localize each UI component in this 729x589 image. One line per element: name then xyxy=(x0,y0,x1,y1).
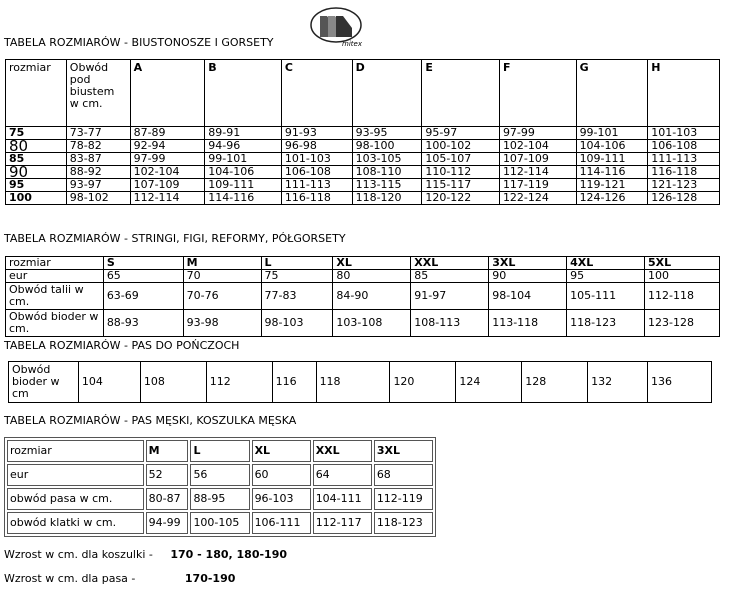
table-cell: 120-122 xyxy=(422,192,500,205)
table-cell: 128 xyxy=(522,362,588,403)
header-cell: B xyxy=(205,60,282,127)
table-cell: 88-95 xyxy=(190,488,249,510)
shirt-height-line xyxy=(4,548,287,561)
table-cell: 97-99 xyxy=(130,153,205,166)
row-label: obwód pasa w cm. xyxy=(7,488,144,510)
logo-text: mitex xyxy=(342,40,362,47)
table-cell: 123-128 xyxy=(645,310,720,337)
table-cell: 108 xyxy=(140,362,206,403)
table-cell: 97-99 xyxy=(499,127,576,140)
table-cell: 87-89 xyxy=(130,127,205,140)
header-cell: S xyxy=(103,257,183,270)
size-label: 80 xyxy=(6,140,67,153)
bra-size-table xyxy=(5,59,720,205)
table-cell: 102-104 xyxy=(499,140,576,153)
row-label: obwód klatki w cm. xyxy=(7,512,144,534)
table-cell: 98-100 xyxy=(352,140,422,153)
table-row xyxy=(6,166,720,179)
header-cell: rozmiar xyxy=(6,60,67,127)
row-label: eur xyxy=(7,464,144,486)
table-cell: 88-93 xyxy=(103,310,183,337)
table-cell: 113-118 xyxy=(489,310,567,337)
table-row xyxy=(6,192,720,205)
table-cell: 70-76 xyxy=(183,283,261,310)
table-cell: 90 xyxy=(489,270,567,283)
table-cell: 118-123 xyxy=(567,310,645,337)
table-cell: 115-117 xyxy=(422,179,500,192)
table-cell: 104-111 xyxy=(313,488,372,510)
header-cell: XL xyxy=(333,257,411,270)
header-cell: 5XL xyxy=(645,257,720,270)
table-cell: 77-83 xyxy=(261,283,333,310)
section4-title: TABELA ROZMIARÓW - PAS MĘSKI, KOSZULKA MĘSKA xyxy=(4,414,297,427)
table-cell: 99-101 xyxy=(205,153,282,166)
table-cell: 104-106 xyxy=(576,140,648,153)
table-cell: 98-102 xyxy=(66,192,130,205)
header-cell: F xyxy=(499,60,576,127)
header-cell: L xyxy=(261,257,333,270)
table-cell: 65 xyxy=(103,270,183,283)
header-cell: M xyxy=(183,257,261,270)
table-cell: 118-123 xyxy=(374,512,433,534)
table-cell: 64 xyxy=(313,464,372,486)
table-cell: 73-77 xyxy=(66,127,130,140)
header-cell: A xyxy=(130,60,205,127)
table-cell: 84-90 xyxy=(333,283,411,310)
section1-title: TABELA ROZMIARÓW - BIUSTONOSZE I GORSETY xyxy=(4,36,274,49)
header-cell: 4XL xyxy=(567,257,645,270)
header-cell: rozmiar xyxy=(6,257,104,270)
table-cell: 91-97 xyxy=(411,283,489,310)
table-cell: 80 xyxy=(333,270,411,283)
table-cell: 111-113 xyxy=(648,153,720,166)
shirt-height-value: 170 - 180, 180-190 xyxy=(170,548,288,561)
table-cell: 111-113 xyxy=(281,179,352,192)
size-label: 85 xyxy=(6,153,67,166)
table-cell: 109-111 xyxy=(576,153,648,166)
table-cell: 93-97 xyxy=(66,179,130,192)
table-cell: 101-103 xyxy=(648,127,720,140)
table-cell: 102-104 xyxy=(130,166,205,179)
table-row xyxy=(6,283,720,310)
table-cell: 116 xyxy=(272,362,316,403)
size-label: 75 xyxy=(6,127,67,140)
header-cell: E xyxy=(422,60,500,127)
table-cell: 112-119 xyxy=(374,488,433,510)
table-cell: 118 xyxy=(316,362,390,403)
mens-size-table xyxy=(4,437,436,537)
briefs-size-table xyxy=(5,256,720,337)
table-cell: 63-69 xyxy=(103,283,183,310)
header-cell: H xyxy=(648,60,720,127)
shirt-height-label: Wzrost w cm. dla koszulki - xyxy=(4,548,153,561)
table-row xyxy=(6,140,720,153)
table-cell: 112 xyxy=(206,362,272,403)
table-cell: 126-128 xyxy=(648,192,720,205)
table-cell: 122-124 xyxy=(499,192,576,205)
table-row xyxy=(6,179,720,192)
table-cell: 124-126 xyxy=(576,192,648,205)
table-cell: 100-102 xyxy=(422,140,500,153)
table-cell: 116-118 xyxy=(281,192,352,205)
table-cell: 105-111 xyxy=(567,283,645,310)
table-cell: 88-92 xyxy=(66,166,130,179)
table-cell: 103-108 xyxy=(333,310,411,337)
table-row xyxy=(6,127,720,140)
header-cell: D xyxy=(352,60,422,127)
header-cell: Obwód pod biustem w cm. xyxy=(66,60,130,127)
table-cell: 56 xyxy=(190,464,249,486)
table-cell: 108-110 xyxy=(352,166,422,179)
header-cell: XXL xyxy=(411,257,489,270)
header-cell: 3XL xyxy=(374,440,433,462)
table-cell: 99-101 xyxy=(576,127,648,140)
row-label: Obwód bioder w cm. xyxy=(6,310,104,337)
table-cell: 98-103 xyxy=(261,310,333,337)
section2-title: TABELA ROZMIARÓW - STRINGI, FIGI, REFORMY, PÓŁGORSETY xyxy=(4,232,346,245)
table-row xyxy=(6,310,720,337)
table-cell: 110-112 xyxy=(422,166,500,179)
table-row xyxy=(7,488,433,510)
table-cell: 101-103 xyxy=(281,153,352,166)
table-cell: 112-114 xyxy=(130,192,205,205)
table-cell: 112-117 xyxy=(313,512,372,534)
table-cell: 112-118 xyxy=(645,283,720,310)
table-cell: 91-93 xyxy=(281,127,352,140)
table-cell: 92-94 xyxy=(130,140,205,153)
table-cell: 112-114 xyxy=(499,166,576,179)
table-cell: 100 xyxy=(645,270,720,283)
table-cell: 136 xyxy=(648,362,712,403)
table-cell: 93-98 xyxy=(183,310,261,337)
size-label: 95 xyxy=(6,179,67,192)
row-label: eur xyxy=(6,270,104,283)
table-row xyxy=(7,464,433,486)
belt-height-value: 170-190 xyxy=(184,572,236,585)
header-cell: L xyxy=(190,440,249,462)
section3-title: TABELA ROZMIARÓW - PAS DO POŃCZOCH xyxy=(4,339,240,352)
header-cell: M xyxy=(146,440,189,462)
table-cell: 94-96 xyxy=(205,140,282,153)
table-cell: 85 xyxy=(411,270,489,283)
table-cell: 98-104 xyxy=(489,283,567,310)
size-label: 100 xyxy=(6,192,67,205)
table-cell: 117-119 xyxy=(499,179,576,192)
header-cell: rozmiar xyxy=(7,440,144,462)
header-cell: G xyxy=(576,60,648,127)
table-cell: 114-116 xyxy=(205,192,282,205)
mitex-logo xyxy=(308,7,364,47)
table-cell: 96-103 xyxy=(252,488,311,510)
header-cell: C xyxy=(281,60,352,127)
row-label: Obwód bioder w cm xyxy=(9,362,79,403)
table-header-row xyxy=(6,257,720,270)
table-cell: 106-108 xyxy=(648,140,720,153)
table-cell: 114-116 xyxy=(576,166,648,179)
table-cell: 100-105 xyxy=(190,512,249,534)
table-cell: 83-87 xyxy=(66,153,130,166)
table-header-row xyxy=(7,440,433,462)
table-cell: 78-82 xyxy=(66,140,130,153)
table-cell: 93-95 xyxy=(352,127,422,140)
table-cell: 96-98 xyxy=(281,140,352,153)
table-cell: 120 xyxy=(390,362,456,403)
row-label: Obwód talii w cm. xyxy=(6,283,104,310)
table-cell: 106-108 xyxy=(281,166,352,179)
table-cell: 118-120 xyxy=(352,192,422,205)
table-cell: 95 xyxy=(567,270,645,283)
table-row xyxy=(9,362,712,403)
table-cell: 104-106 xyxy=(205,166,282,179)
table-cell: 70 xyxy=(183,270,261,283)
table-cell: 119-121 xyxy=(576,179,648,192)
belt-height-label: Wzrost w cm. dla pasa - xyxy=(4,572,136,585)
table-cell: 109-111 xyxy=(205,179,282,192)
header-cell: XL xyxy=(252,440,311,462)
table-cell: 121-123 xyxy=(648,179,720,192)
table-cell: 107-109 xyxy=(499,153,576,166)
header-cell: 3XL xyxy=(489,257,567,270)
table-cell: 105-107 xyxy=(422,153,500,166)
belt-height-line xyxy=(4,572,235,585)
table-row xyxy=(6,270,720,283)
table-cell: 106-111 xyxy=(252,512,311,534)
table-cell: 104 xyxy=(78,362,140,403)
table-cell: 107-109 xyxy=(130,179,205,192)
table-cell: 60 xyxy=(252,464,311,486)
table-cell: 94-99 xyxy=(146,512,189,534)
stocking-belt-table xyxy=(8,361,712,403)
table-cell: 113-115 xyxy=(352,179,422,192)
table-cell: 132 xyxy=(588,362,648,403)
table-cell: 52 xyxy=(146,464,189,486)
table-row xyxy=(6,153,720,166)
table-cell: 108-113 xyxy=(411,310,489,337)
table-row xyxy=(7,512,433,534)
table-header-row xyxy=(6,60,720,127)
table-cell: 95-97 xyxy=(422,127,500,140)
size-label: 90 xyxy=(6,166,67,179)
header-cell: XXL xyxy=(313,440,372,462)
table-cell: 75 xyxy=(261,270,333,283)
table-cell: 124 xyxy=(456,362,522,403)
table-cell: 68 xyxy=(374,464,433,486)
table-cell: 89-91 xyxy=(205,127,282,140)
table-cell: 103-105 xyxy=(352,153,422,166)
table-cell: 80-87 xyxy=(146,488,189,510)
table-cell: 116-118 xyxy=(648,166,720,179)
